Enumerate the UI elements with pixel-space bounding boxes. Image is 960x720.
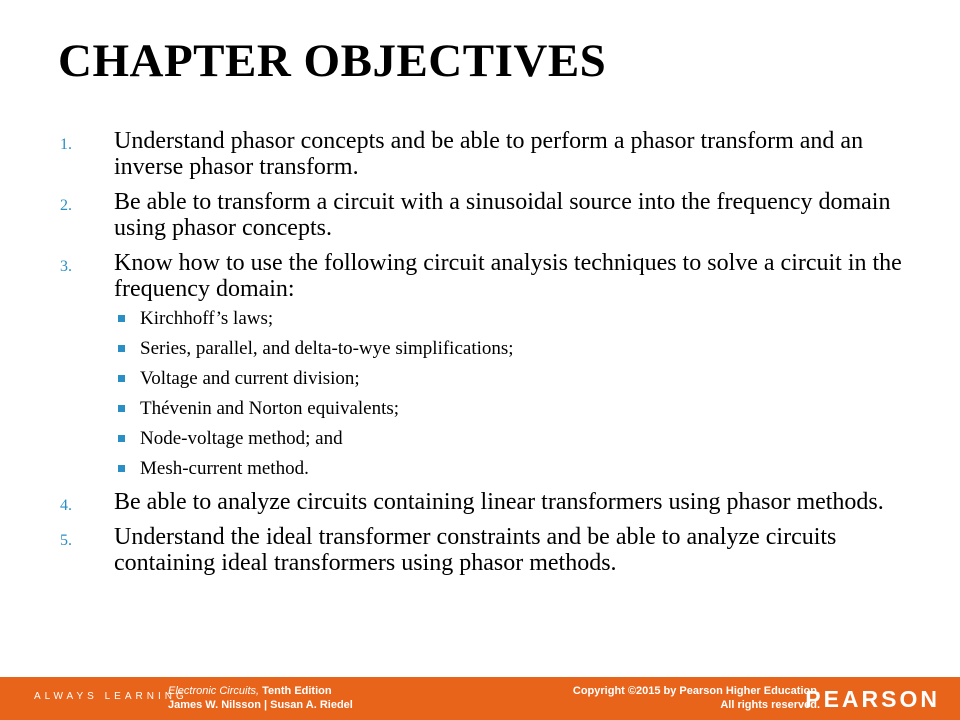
technique-item — [114, 309, 920, 329]
technique-item — [114, 459, 920, 479]
square-bullet-icon — [118, 345, 125, 352]
square-bullet-icon — [118, 465, 125, 472]
rights-line: All rights reserved. — [720, 699, 820, 711]
technique-text: Kirchhoff’s laws; — [140, 308, 274, 329]
square-bullet-icon — [118, 315, 125, 322]
technique-item — [114, 369, 920, 389]
objective-text: Know how to use the following circuit analysis techniques to solve a circuit in the frequency domain: — [114, 250, 902, 302]
objective-text: Be able to transform a circuit with a sinusoidal source into the frequency domain using phasor concepts. — [114, 189, 891, 241]
slide-title: CHAPTER OBJECTIVES — [58, 35, 607, 87]
objective-number: 4. — [60, 497, 72, 514]
copyright-notice — [573, 684, 820, 712]
objective-number: 2. — [60, 197, 72, 214]
book-title-line — [168, 684, 353, 698]
copyright-line: Copyright ©2015 by Pearson Higher Education. — [572, 685, 820, 697]
technique-text: Series, parallel, and delta-to-wye simplifications; — [140, 338, 514, 359]
objectives-list — [60, 128, 920, 585]
square-bullet-icon — [118, 375, 125, 382]
book-info — [168, 684, 353, 712]
technique-item — [114, 339, 920, 359]
objective-item — [60, 250, 920, 479]
objective-text: Understand phasor concepts and be able to perform a phasor transform and an inverse phasor transform. — [114, 128, 864, 180]
objective-item — [60, 524, 920, 576]
technique-text: Mesh-current method. — [140, 458, 309, 479]
technique-item — [114, 399, 920, 419]
technique-text: Thévenin and Norton equivalents; — [140, 398, 400, 419]
pearson-logo: PEARSON — [805, 686, 940, 712]
objective-number: 5. — [60, 532, 72, 549]
always-learning-tagline: ALWAYS LEARNING — [34, 691, 188, 702]
square-bullet-icon — [118, 435, 125, 442]
objective-item — [60, 489, 920, 515]
objective-text: Be able to analyze circuits containing linear transformers using phasor methods. — [114, 489, 884, 515]
objective-text: Understand the ideal transformer constraints and be able to analyze circuits containing ideal transformers using phasor methods. — [114, 524, 837, 576]
technique-item — [114, 429, 920, 449]
objective-number: 1. — [60, 136, 72, 153]
book-authors: James W. Nilsson | Susan A. Riedel — [168, 699, 353, 711]
book-title: Electronic Circuits, — [168, 685, 260, 697]
objective-item — [60, 189, 920, 241]
technique-list — [114, 309, 920, 479]
footer-bar — [0, 677, 960, 720]
technique-text: Voltage and current division; — [140, 368, 360, 389]
book-edition: Tenth Edition — [259, 685, 332, 697]
square-bullet-icon — [118, 405, 125, 412]
objective-item — [60, 128, 920, 180]
objective-number: 3. — [60, 258, 72, 275]
technique-text: Node-voltage method; and — [140, 428, 343, 449]
